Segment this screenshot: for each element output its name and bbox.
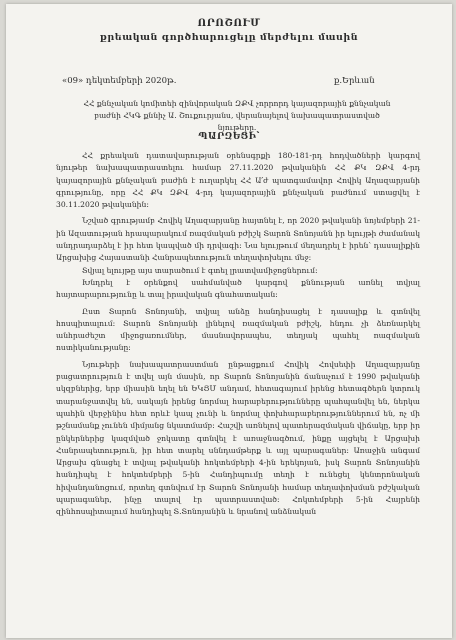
document-page	[6, 4, 452, 638]
intro-paragraph: ՀՀ քննչական կոմիտեի զինվորական ԶՔՎ չորրորդ կայազորային քննչական բաժնի ՀԿԳ քննիչ Ա. Շուքուրյանս, վերանայելով նախապատրաստված նյութերը.	[83, 99, 391, 132]
document-date: «09» դեկտեմբերի 2020թ.	[62, 76, 177, 86]
document-subtitle: քրեական գործհարուցելը մերժելու մասին	[99, 32, 359, 43]
body-paragraph: Նշված գրությամբ Հովիկ Աղազարյանը հայտնել է, որ 2020 թվականի նոյեմբերի 21-ին Ազատության հրապարակում ռազմական բժիշկ Տարոն Տոնոյանն իր ելույթի ժամանակ անդրադարձել է իր հետ կապված մի դրվագի: Նա ելույթում մեղադրել է իրեն՝ դասալիքին Արցախից Հայաստանի Հանրապետություն տեղափոխելու մեջ:	[56, 216, 420, 263]
document-title: ՈՐՈՇՈՒՄ	[197, 18, 261, 29]
body-paragraph: Ըստ Տարոն Տոնոյանի, տվյալ անձը հանդիսացել է դասալիք և գտնվել հոսպիտալում: Տարոն Տոնոյանի լինելով ռազմական բժիշկ, հնդու չի ձեռնարկել անհրաժեշտ միջոցառումներ, մասնավորապես, տեղյակ պահել ռազմական ոստիկանությանը:	[56, 306, 420, 353]
body-paragraph: ՀՀ քրեական դատավարության օրենսգրքի 180-181-րդ հոդվածների կարգով նյութեր նախապատրաստելու համար 27.11.2020 թվականին ՀՀ ՔԿ ԶՔՎ 4-րդ կայազորային քննչական բաժին է ուղարկել ՀՀ Ա՛ժ պատգամավոր Հովիկ Աղազարյանի գրությունը, որը ՀՀ ՔԿ ԶՔՎ 4-րդ կայազորային քննչական բաժնում ստացվել է 30.11.2020 թվականին:	[56, 151, 420, 210]
document-body	[56, 150, 420, 519]
body-paragraph: Նյութերի նախապատրաստման ընթացքում Հովիկ Հովսեփի Աղազարյանը բացատրություն է տվել այն մասին, որ Տարոն Տոնոյանին ճանաչում է 1990 թվականի սկզբներից, երբ միասին եղել են ԵԿՅՄ անդամ, հետագայում իրենց հետագծերն կտրուկ տարանջատվել են, սակայն իրենց նորմալ հարաբերությունները պահպանվել են, ներկա պահին վերջինիս հետ որևէ կապ չունի և նորմալ փոխհարաբերություններում են, ոչ մի թշնամանք չունեն միմյանց նկատմամբ: Հաշվի առնելով պատերազմական վիճակը, երբ իր ընկերներից կազմված ջոկատը գտնվել է առաջնագծում, ինքը այցելել է Արցախի Հանրապետություն, իր հետ տարել սննդամթերք և այլ պարագաներ: Առաջին անգամ Արցախ գնացել է տվյալ թվականի հոկտեմբերի 4-ին երեկոյան, իսկ Տարոն Տոնոյանին հանդիպել է հոկտեմբերի 5-ին Հանդիպումը տեղի է ունեցել կենտրոնական հիվանդանոցում, որտեղ գտնվում էր Տարոն Տոնոյանի համար տեղափոխման բժշկական պարագաներ, ինչը տալով էր պատրաստված: Հոկտեմբերի 5-ին Հայրենի զինհոսպիտալում հանդիպել Տ.Տոնոյանին և նրանով անձնական	[56, 359, 420, 517]
body-paragraph: Տվյալ ելույթը այս տարածում է գտել լրատվամիջոցներում:	[82, 265, 318, 275]
body-paragraph: Խնդրել է օրենքով սահմանված կարգով քննության առնել տվյալ հայտարարությունը և տալ իրավական գնահատական:	[56, 277, 420, 300]
document-place: ք.Երևան	[334, 76, 375, 86]
section-heading: ՊԱՐԶԵՑԻ՝	[198, 132, 260, 142]
